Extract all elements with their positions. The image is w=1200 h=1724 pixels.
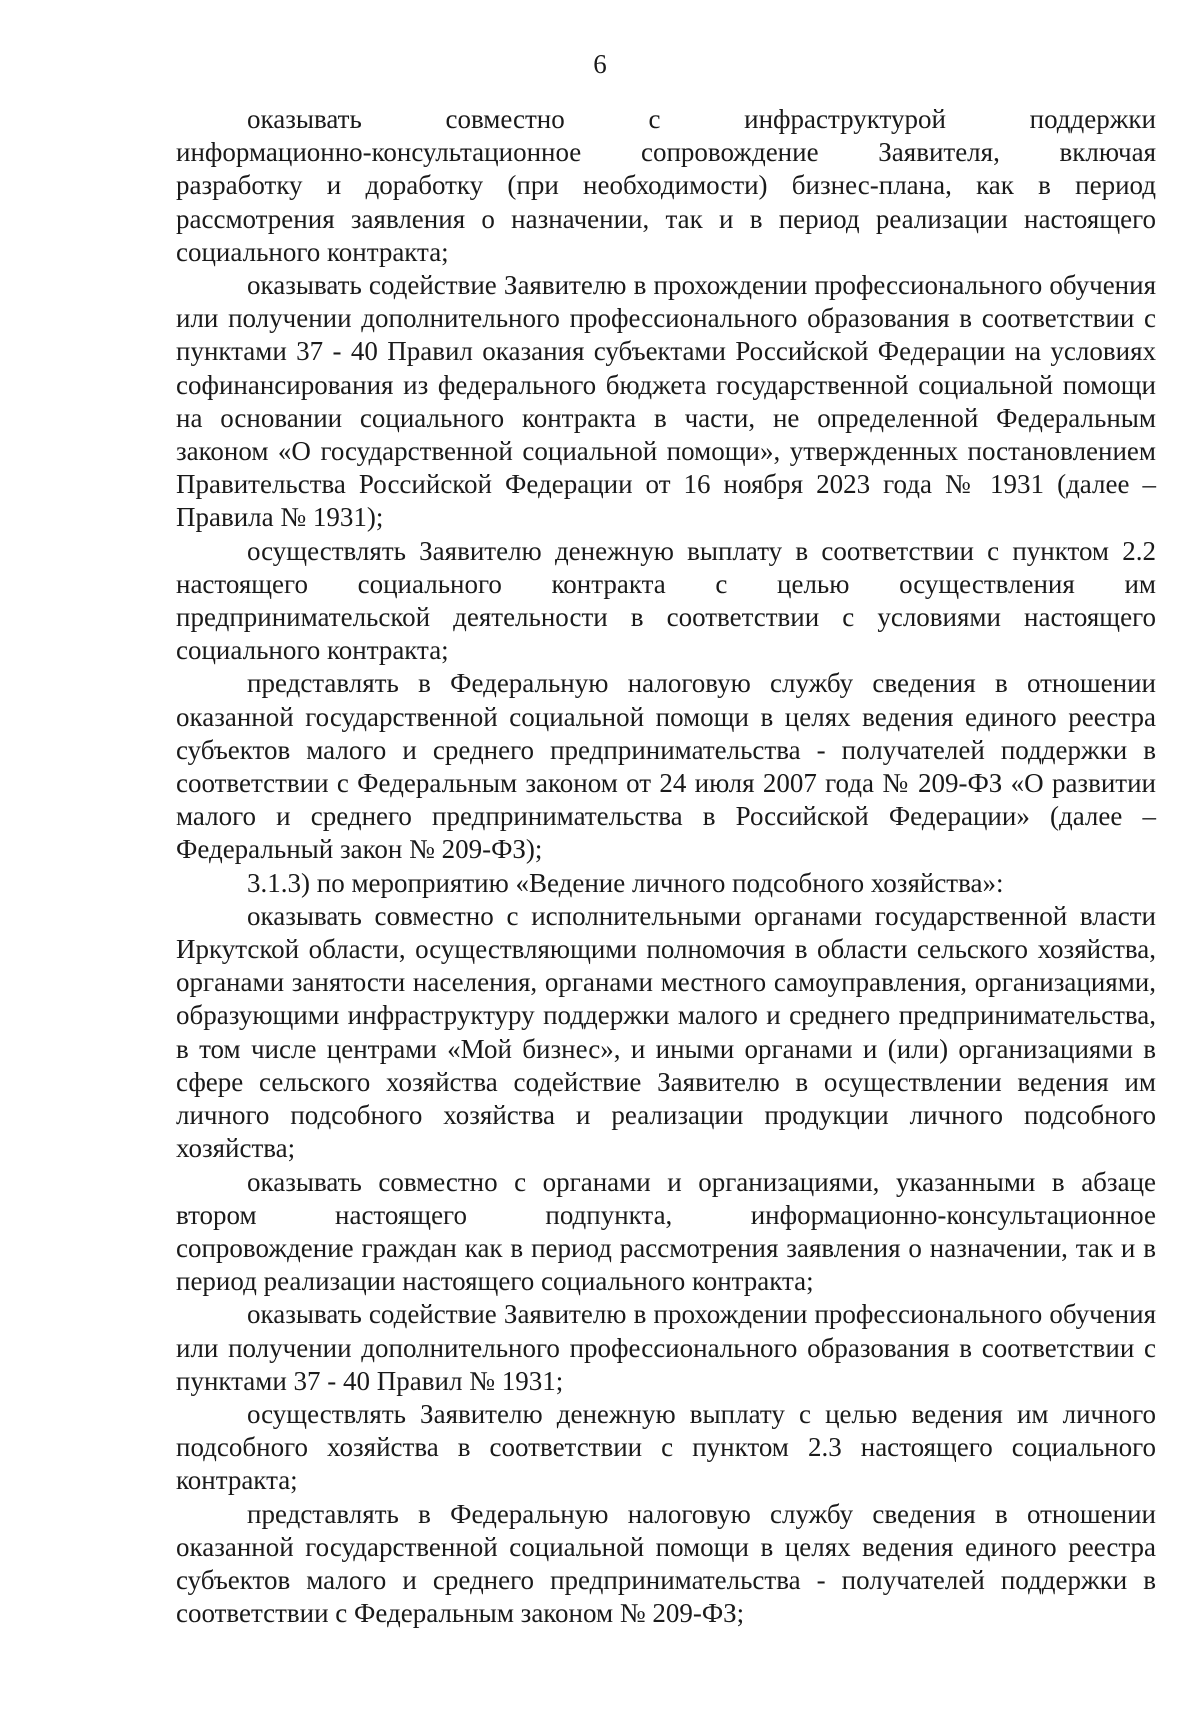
paragraph-line: разработку и доработку (при необходимости) бизнес-плана, как в период рассмотрения заявления о назначении, так и в период реализации настоящего социального контракта; [176, 170, 1156, 267]
paragraph-farming-training: оказывать содействие Заявителю в прохождении профессионального обучения или получении дополнительного профессионального образования в соответствии с пунктами 37 - 40 Правил № 1931; [176, 1299, 1156, 1396]
paragraph-line: оказывать совместно с инфраструктурой поддержки [247, 104, 1156, 134]
paragraph-consulting-support [176, 103, 1156, 269]
paragraph-tax-reporting: представлять в Федеральную налоговую службу сведения в отношении оказанной государственной социальной помощи в целях ведения единого реестра субъектов малого и среднего предпринимательства - получателей поддержки в соответствии с Федеральным законом от 24 июля 2007 года № 209-ФЗ «О развитии малого и среднего предпринимательства в Российской Федерации» (далее – Федеральный закон № 209-ФЗ); [176, 668, 1156, 865]
paragraph-line: информационно-консультационное сопровождение Заявителя, включая [176, 137, 1156, 168]
paragraph-farming-tax-reporting: представлять в Федеральную налоговую службу сведения в отношении оказанной государственной социальной помощи в целях ведения единого реестра субъектов малого и среднего предпринимательства - получателей поддержки в соответствии с Федеральным законом № 209-ФЗ; [176, 1498, 1156, 1629]
paragraph-line: втором настоящего подпункта, информационно-консультационное [176, 1199, 1156, 1230]
document-body [176, 103, 1156, 1630]
paragraph-farming-assistance: оказывать совместно с исполнительными органами государственной власти Иркутской области, осуществляющими полномочия в области сельского хозяйства, органами занятости населения, органами местного самоуправления, организациями, образующими инфраструктуру поддержки малого и среднего предпринимательства, в том числе центрами «Мой бизнес», и иными органами и (или) организациями в сфере сельского хозяйства содействие Заявителю в осуществлении ведения им личного подсобного хозяйства и реализации продукции личного подсобного хозяйства; [176, 900, 1156, 1164]
paragraph-cash-payment: осуществлять Заявителю денежную выплату в соответствии с пунктом 2.2 настоящего социального контракта с целью осуществления им предпринимательской деятельности в соответствии с условиями настоящего социального контракта; [176, 535, 1156, 666]
paragraph-line: сопровождение граждан как в период рассмотрения заявления о назначении, так и в период реализации настоящего социального контракта; [176, 1232, 1156, 1297]
paragraph-training-assistance: оказывать содействие Заявителю в прохождении профессионального обучения или получении дополнительного профессионального образования в соответствии с пунктами 37 - 40 Правил оказания субъектами Российской Федерации на условиях софинансирования из федерального бюджета государственной социальной помощи на основании социального контракта в части, не определенной Федеральным законом «О государственной социальной помощи», утвержденных постановлением Правительства Российской Федерации от 16 ноября 2023 года № 1931 (далее – Правила № 1931); [176, 270, 1156, 533]
paragraph-line: оказывать совместно с органами и организациями, указанными в абзаце [247, 1166, 1156, 1197]
page-number: 6 [593, 49, 607, 79]
paragraph-farming-payment: осуществлять Заявителю денежную выплату с целью ведения им личного подсобного хозяйства в соответствии с пунктом 2.3 настоящего социального контракта; [176, 1398, 1156, 1496]
paragraph-farming-consulting [176, 1166, 1156, 1299]
paragraph-subsection-heading: 3.1.3) по мероприятию «Ведение личного подсобного хозяйства»: [247, 867, 1004, 898]
